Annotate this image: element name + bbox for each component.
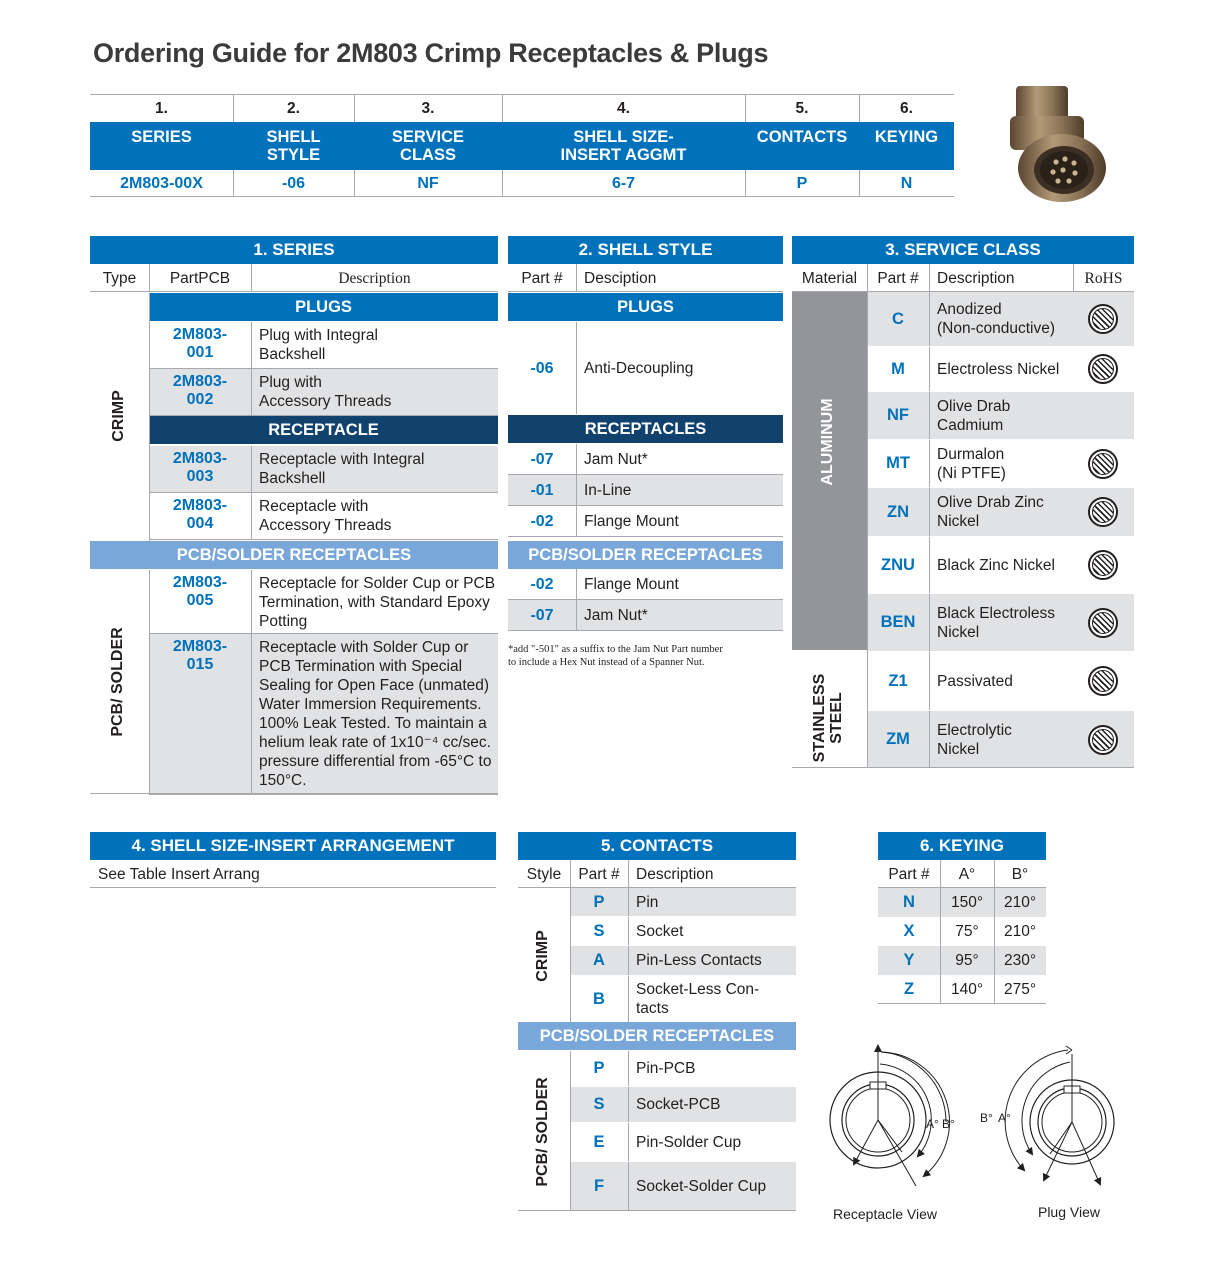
divider [628,1162,629,1210]
divider [929,392,930,439]
step-number: 5. [795,99,809,117]
series-part: 2M803- 004 [172,497,228,532]
divider [940,860,941,888]
plug-view-label: Plug View [1037,1204,1100,1220]
shell-part: -02 [530,576,554,593]
divider [940,917,941,946]
divider [745,170,746,197]
page-title: Ordering Guide for 2M803 Crimp Receptacles & Plugs [93,38,769,68]
contact-desc: Socket-Solder Cup [636,1177,767,1195]
angle-a-label: A° [926,1117,939,1131]
divider [508,536,783,537]
keying-b: 230° [1003,952,1037,969]
shell-part: -06 [530,359,554,377]
divider [994,860,995,888]
contact-part: F [593,1176,605,1195]
divider [994,975,995,1004]
divider [149,293,150,541]
divider [251,493,252,539]
summary-value: 2M803-00X [120,175,203,192]
insert-text: See Table Insert Arrang [98,865,260,883]
col-part: Part # [877,269,919,287]
divider [576,322,577,414]
step-number: 2. [287,99,300,117]
crimp-label: CRIMP [534,930,551,982]
plugs-subheader: PLUGS [508,293,783,321]
divider [994,917,995,946]
shell-part: -07 [530,607,554,624]
shell-desc: Flange Mount [584,576,679,593]
service-part: BEN [880,613,916,631]
rohs-icon [1088,608,1118,638]
shell-part: -02 [530,513,554,530]
divider [940,946,941,975]
divider [90,793,498,794]
service-desc: Electrolytic Nickel [937,721,1012,758]
keying-b: 210° [1003,894,1037,911]
divider [628,976,629,1022]
series-desc: Receptacle with Solder Cup or PCB Termination with Special Sealing for Open Face (unmated) Water Immersion Requirements. 100% Leak Tested. To maintain a helium leak rate of 1x10⁻⁴ cc/sec. pressure differential from -65°C to 150°C. [259,639,492,789]
divider [576,444,577,475]
divider [929,652,930,710]
rohs-icon [1088,354,1118,384]
divider [929,440,930,487]
keying-part: N [903,893,915,911]
stainless-label: STAINLESS STEEL [811,673,845,763]
series-title: 1. SERIES [90,236,498,264]
rohs-icon [1088,666,1118,696]
col-desc: Description [338,269,411,287]
shell-desc: Anti-Decoupling [584,359,694,377]
pcb-subheader: PCB/SOLDER RECEPTACLES [518,1022,796,1050]
service-title: 3. SERVICE CLASS [792,236,1134,264]
crimp-label: CRIMP [110,390,127,442]
divider [929,711,930,768]
step-number: 6. [900,99,913,117]
insert-title: 4. SHELL SIZE-INSERT ARRANGEMENT [90,832,496,860]
contact-desc: Pin-PCB [636,1060,696,1077]
divider [929,537,930,593]
divider [994,946,995,975]
aluminum-label: ALUMINUM [819,398,836,486]
col-desc: Description [937,269,1015,287]
divider [628,917,629,945]
service-desc: Electroless Nickel [937,360,1060,378]
divider [251,446,252,492]
divider [994,888,995,917]
divider [508,291,783,292]
divider [570,860,571,888]
shell-desc: Jam Nut* [584,607,648,624]
contact-part: S [593,921,605,940]
angle-b-label: B° [942,1117,955,1131]
contact-part: E [593,1132,605,1151]
summary-value: -06 [281,175,306,192]
series-desc: Receptacle with Accessory Threads [259,498,392,534]
divider [929,347,930,391]
keying-a: 75° [955,923,979,940]
step-number: 1. [155,99,168,117]
series-part: 2M803- 003 [172,450,228,485]
col-part: PartPCB [169,269,231,287]
divider [149,794,498,795]
divider [576,506,577,537]
divider [90,291,498,292]
service-desc: Black Electroless Nickel [937,604,1056,641]
shell-part: -01 [530,482,554,499]
series-part: 2M803- 005 [172,574,228,609]
col-b: B° [1011,865,1029,883]
divider [149,539,498,540]
summary-value: 6-7 [611,175,636,192]
shell-desc: Jam Nut* [584,451,648,468]
summary-header: CONTACTS [756,128,848,146]
divider [251,264,252,292]
pcb-subheader: PCB/SOLDER RECEPTACLES [508,541,783,569]
divider [867,292,868,768]
service-part: ZNU [881,555,915,574]
plug-angle-a-label: A° [998,1111,1011,1125]
divider [354,170,355,197]
divider [867,264,868,292]
keying-b: 210° [1003,923,1037,940]
contact-part: P [593,1059,605,1077]
top-rule [90,94,954,95]
divider [570,1051,571,1211]
contact-part: A [593,951,605,969]
receptacles-subheader: RECEPTACLES [508,415,783,443]
service-part: ZM [886,730,910,748]
divider [576,569,577,600]
divider [251,570,252,633]
divider [90,887,496,888]
divider [508,630,783,631]
summary-header: SHELL STYLE [266,128,321,164]
divider [576,475,577,506]
divider [251,322,252,368]
divider [251,369,252,415]
step-number: 3. [421,99,435,117]
shell-desc: Flange Mount [584,513,679,530]
series-desc: Plug with Accessory Threads [259,374,392,410]
series-part: 2M803- 002 [172,373,228,408]
summary-header: SHELL SIZE- INSERT AGGMT [560,128,687,164]
keying-title: 6. KEYING [878,832,1046,860]
col-rohs: RoHS [1084,269,1123,287]
col-style: Style [526,865,562,883]
contact-part: P [593,892,605,911]
divider [233,94,234,122]
series-desc: Receptacle with Integral Backshell [259,451,425,487]
service-desc: Anodized (Non-conductive) [937,301,1056,337]
divider [518,1210,796,1211]
service-part: NF [887,406,909,424]
plugs-subheader: PLUGS [149,293,498,321]
summary-value: N [900,175,913,192]
shell-part: -07 [530,451,554,468]
divider [628,1087,629,1122]
step-number: 4. [617,99,630,117]
service-desc: Olive Drab Zinc Nickel [937,494,1044,530]
divider [929,292,930,346]
keying-a: 150° [950,894,984,911]
divider [940,888,941,917]
divider [502,170,503,197]
footnote: *add "-501" as a suffix to the Jam Nut Part number to include a Hex Nut instead of a Spanner Nut. [508,644,723,668]
divider [929,264,930,292]
plug-angle-b-label: B° [980,1111,993,1125]
divider [929,488,930,536]
contacts-title: 5. CONTACTS [518,832,796,860]
service-desc: Black Zinc Nickel [937,556,1055,574]
col-desc: Desciption [584,269,657,287]
divider [628,1051,629,1086]
pcb-subheader: PCB/SOLDER RECEPTACLES [90,541,498,569]
divider [149,570,150,794]
plug-view-diagram [974,1034,1124,1194]
rohs-icon [1088,304,1118,334]
divider [354,94,355,122]
summary-header: SERIES [131,128,192,146]
service-desc: Durmalon (Ni PTFE) [937,445,1006,482]
divider [628,946,629,975]
divider [502,94,503,122]
keying-a: 95° [955,952,979,969]
col-type: Type [102,269,137,287]
receptacle-view-diagram [806,1036,966,1196]
divider [929,594,930,651]
contact-desc: Socket [636,922,684,940]
divider [940,975,941,1004]
keying-part: Z [903,980,915,998]
col-part: Part # [578,865,620,883]
series-desc: Plug with Integral Backshell [259,327,378,363]
series-desc: Receptacle for Solder Cup or PCB Termination, with Standard Epoxy Potting [259,575,496,630]
divider [745,94,746,122]
col-desc: Description [636,865,714,883]
contact-desc: Pin-Solder Cup [636,1133,742,1151]
divider [859,170,860,197]
service-part: C [892,309,904,328]
shell-title: 2. SHELL STYLE [508,236,783,264]
col-part: Part # [888,865,930,883]
divider [251,634,252,794]
contact-desc: Socket-PCB [636,1096,721,1113]
keying-part: X [903,922,915,940]
divider [628,1123,629,1161]
contact-part: B [593,989,605,1008]
pcb-solder-label: PCB/ SOLDER [109,627,126,737]
receptacle-subheader: RECEPTACLE [149,416,498,444]
contact-desc: Pin-Less Contacts [636,952,762,969]
series-part: 2M803- 015 [172,638,228,673]
summary-value: NF [417,175,439,192]
service-desc: Olive Drab Cadmium [937,397,1011,434]
rohs-icon [1088,497,1118,527]
divider [628,888,629,916]
bottom-rule [90,196,954,197]
rohs-icon [1088,550,1118,580]
divider [233,170,234,197]
service-part: ZN [887,502,909,521]
keying-part: Y [903,951,915,969]
shell-desc: In-Line [584,482,632,499]
divider [628,860,629,888]
divider [576,600,577,631]
summary-value: P [796,175,808,192]
summary-header: KEYING [874,128,939,146]
contact-desc: Socket-Less Con- tacts [636,981,760,1017]
receptacle-view-label: Receptacle View [832,1206,938,1222]
divider [576,264,577,292]
pcb-solder-label: PCB/ SOLDER [534,1077,551,1187]
connector-photo [998,82,1110,204]
rohs-icon [1088,725,1118,755]
service-desc: Passivated [937,672,1013,690]
col-material: Material [801,269,858,287]
divider [1073,264,1074,292]
service-part: M [891,359,905,378]
divider [149,264,150,292]
keying-b: 275° [1003,981,1037,998]
rohs-icon [1088,449,1118,479]
divider [878,1003,1046,1004]
service-part: Z1 [888,671,908,690]
service-part: MT [886,454,910,472]
contact-part: S [593,1095,605,1113]
divider [570,888,571,1022]
col-a: A° [958,865,976,883]
summary-header: SERVICE CLASS [391,128,465,164]
divider [859,94,860,122]
series-part: 2M803- 001 [172,326,228,361]
contact-desc: Pin [636,893,659,911]
col-part: Part # [521,269,563,287]
keying-a: 140° [950,981,984,998]
